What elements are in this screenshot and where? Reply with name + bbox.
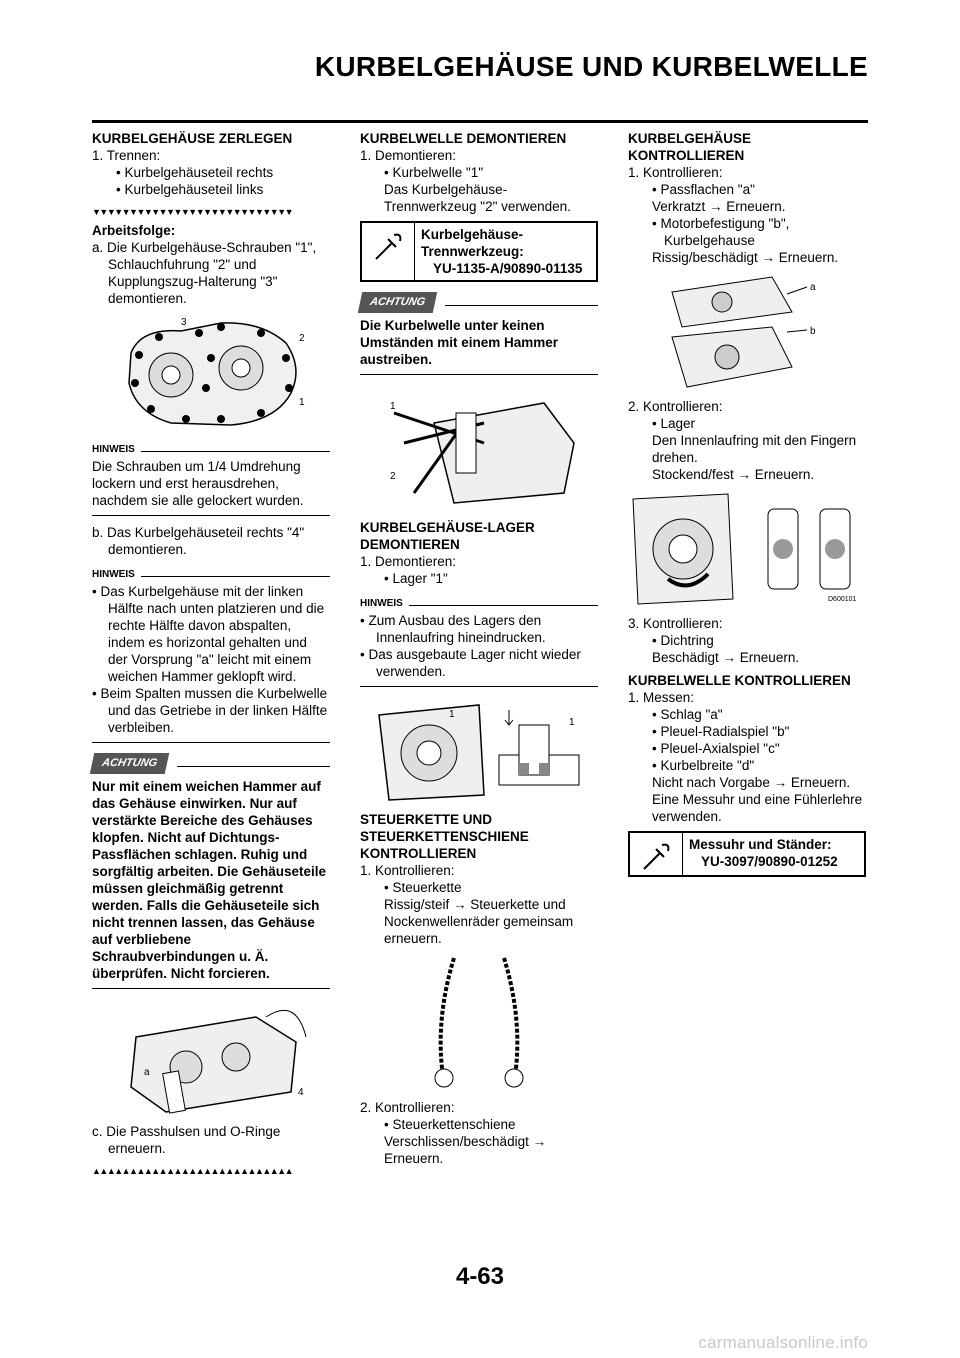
bearing-removal-figure: [369, 695, 589, 805]
note-label: HINWEIS: [92, 444, 135, 455]
section-heading: KURBELGEHÄUSE ZERLEGEN: [92, 131, 293, 146]
crankcase-bolts-figure: [111, 313, 311, 433]
step: 1. Trennen:: [92, 148, 161, 163]
procedure-end-marker: ▲▲▲▲▲▲▲▲▲▲▲▲▲▲▲▲▲▲▲▲▲▲▲▲▲▲▲: [92, 1166, 293, 1176]
bullet-detail: Eine Messuhr und eine Fühlerlehre verwenden.: [652, 792, 863, 824]
callout-2: 2: [299, 333, 305, 344]
note-end-rule: [360, 686, 598, 687]
warning-end-rule: [360, 374, 598, 375]
callout-1: 1: [569, 717, 575, 728]
warning-end-rule: [92, 988, 330, 989]
bullet: • Dichtring: [652, 633, 714, 648]
note-header: [360, 595, 598, 612]
warning-text: Nur mit einem weichen Hammer auf das Gehäuse einwirken. Nur auf verstärkte Bereiche des Gehäuses klopfen. Nicht auf Dichtungs-Passflächen schlagen. Ruhig und sorgfältig arbeiten. Die Gehäuseteile müssen gleichmäßig getrennt werden. Falls die Gehäuseteile sich nicht trennen lassen, das Gehäuse auf verbliebene Schraubverbindungen u. Ä. überprüfen. Nicht forcieren.: [92, 779, 327, 981]
tool-name: Messuhr und Ständer:: [689, 837, 832, 852]
note-label: HINWEIS: [92, 569, 135, 580]
note-header: [92, 441, 330, 458]
bullet: • Kurbelgehäuseteil rechts: [116, 165, 274, 180]
tool-part-number: YU-1135-A/90890-01135: [433, 261, 583, 276]
callout-b: b: [810, 326, 816, 337]
tool-icon: [362, 223, 415, 280]
callout-a: a: [144, 1067, 150, 1078]
figure-code: D600101: [828, 596, 857, 603]
bullet: • Kurbelwelle "1": [384, 165, 484, 180]
procedure-label: Arbeitsfolge:: [92, 223, 176, 238]
bullet-detail: Beschädigt → Erneuern.: [652, 650, 800, 665]
bullet: • Schlag "a": [652, 707, 723, 722]
tool-icon: [630, 833, 683, 875]
header-rule: [92, 120, 868, 123]
section-heading: KURBELWELLE KONTROLLIEREN: [628, 673, 851, 688]
warning-header: [92, 753, 330, 774]
warning-header: [360, 292, 598, 313]
callout-1: 1: [449, 709, 455, 720]
step: a. Die Kurbelgehäuse-Schrauben "1", Schlauchfuhrung "2" und Kupplungszug-Halterung "3" demontieren.: [92, 240, 317, 306]
bullet-detail: Das Kurbelgehäuse-Trennwerkzeug "2" verwenden.: [384, 182, 571, 214]
step: 1. Kontrollieren:: [360, 863, 455, 878]
column-3: [628, 130, 866, 885]
special-tool-box: [360, 221, 598, 282]
step: 1. Demontieren:: [360, 148, 457, 163]
crankcase-split-figure: [106, 997, 316, 1117]
callout-1: 1: [390, 401, 396, 412]
bullet-detail: Rissig/beschädigt → Erneuern.: [652, 250, 839, 265]
step: 2. Kontrollieren:: [628, 399, 723, 414]
step: 2. Kontrollieren:: [360, 1100, 455, 1115]
step: 1. Demontieren:: [360, 554, 457, 569]
bearing-inspection-figure: [628, 489, 866, 609]
warning-text: Die Kurbelwelle unter keinen Umständen mit einem Hammer austreiben.: [360, 318, 559, 367]
step: 1. Kontrollieren:: [628, 165, 723, 180]
bullet-detail: Stockend/fest → Erneuern.: [652, 467, 815, 482]
note-bullet: • Zum Ausbau des Lagers den Innenlaufring hineindrucken.: [360, 613, 546, 645]
section-heading: STEUERKETTE UND STEUERKETTENSCHIENE KONTROLLIEREN: [360, 812, 529, 861]
bullet: • Lager "1": [384, 571, 448, 586]
bullet: • Kurbelgehäuseteil links: [116, 182, 264, 197]
callout-1: 1: [299, 397, 305, 408]
bullet-detail: Nicht nach Vorgabe → Erneuern.: [652, 775, 851, 790]
step: 1. Messen:: [628, 690, 695, 705]
bullet: • Pleuel-Radialspiel "b": [652, 724, 790, 739]
page-number: 4-63: [455, 1263, 505, 1290]
procedure-start-marker: ▼▼▼▼▼▼▼▼▼▼▼▼▼▼▼▼▼▼▼▼▼▼▼▼▼▼▼: [92, 207, 293, 217]
step: c. Die Passhulsen und O-Ringe erneuern.: [92, 1124, 281, 1156]
note-header: [92, 566, 330, 583]
column-2: [360, 130, 598, 1167]
callout-a: a: [810, 282, 816, 293]
section-heading: KURBELGEHÄUSE-LAGER DEMONTIEREN: [360, 520, 535, 552]
bullet: • Lager: [652, 416, 696, 431]
note-label: HINWEIS: [360, 598, 403, 609]
column-1: [92, 130, 330, 1181]
warning-badge: ACHTUNG: [358, 292, 437, 313]
warning-badge: ACHTUNG: [90, 753, 169, 774]
note-text: Die Schrauben um 1/4 Umdrehung lockern und erst herausdrehen, nachdem sie alle gelockert wurden.: [92, 459, 304, 508]
bullet: • Pleuel-Axialspiel "c": [652, 741, 780, 756]
special-tool-box: [628, 831, 866, 877]
callout-4: 4: [298, 1087, 304, 1098]
note-bullet: • Das Kurbelgehäuse mit der linken Hälfte nach unten platzieren und die rechte Hälfte davon abspalten, indem es horizontal gehalten und der Vorsprung "a" leicht mit einem weichen Hammer geklopft wird.: [92, 584, 325, 684]
crankcase-inspection-figure: [662, 272, 832, 392]
page-title: KURBELGEHÄUSE UND KURBELWELLE: [314, 51, 868, 82]
note-bullet: • Das ausgebaute Lager nicht wieder verwenden.: [360, 647, 581, 679]
tool-name: Kurbelgehäuse-Trennwerkzeug:: [421, 227, 524, 259]
crankshaft-removal-figure: [374, 383, 584, 513]
bullet-detail: Rissig/steif → Steuerkette und Nockenwellenräder gemeinsam erneuern.: [384, 897, 574, 946]
timing-chain-figure: [424, 953, 534, 1093]
callout-2: 2: [390, 471, 396, 482]
section-heading: KURBELWELLE DEMONTIEREN: [360, 131, 567, 146]
bullet: • Motorbefestigung "b", Kurbelgehause: [652, 216, 790, 248]
bullet-detail: Den Innenlaufring mit den Fingern drehen.: [652, 433, 857, 465]
bullet: • Passflachen "a": [652, 182, 755, 197]
tool-part-number: YU-3097/90890-01252: [701, 854, 838, 869]
callout-3: 3: [181, 317, 187, 328]
step: 3. Kontrollieren:: [628, 616, 723, 631]
bullet-detail: Verschlissen/beschädigt → Erneuern.: [384, 1134, 547, 1166]
bullet: • Steuerkettenschiene: [384, 1117, 516, 1132]
section-heading: KURBELGEHÄUSE KONTROLLIEREN: [628, 131, 752, 163]
note-end-rule: [92, 515, 330, 516]
footer-watermark: carmanualsonline.info: [698, 1333, 868, 1352]
note-end-rule: [92, 742, 330, 743]
bullet: • Steuerkette: [384, 880, 462, 895]
bullet: • Kurbelbreite "d": [652, 758, 755, 773]
step: b. Das Kurbelgehäuseteil rechts "4" demontieren.: [92, 525, 305, 557]
bullet-detail: Verkratzt → Erneuern.: [652, 199, 786, 214]
note-bullet: • Beim Spalten mussen die Kurbelwelle und das Getriebe in der linken Hälfte verbleiben.: [92, 686, 328, 735]
